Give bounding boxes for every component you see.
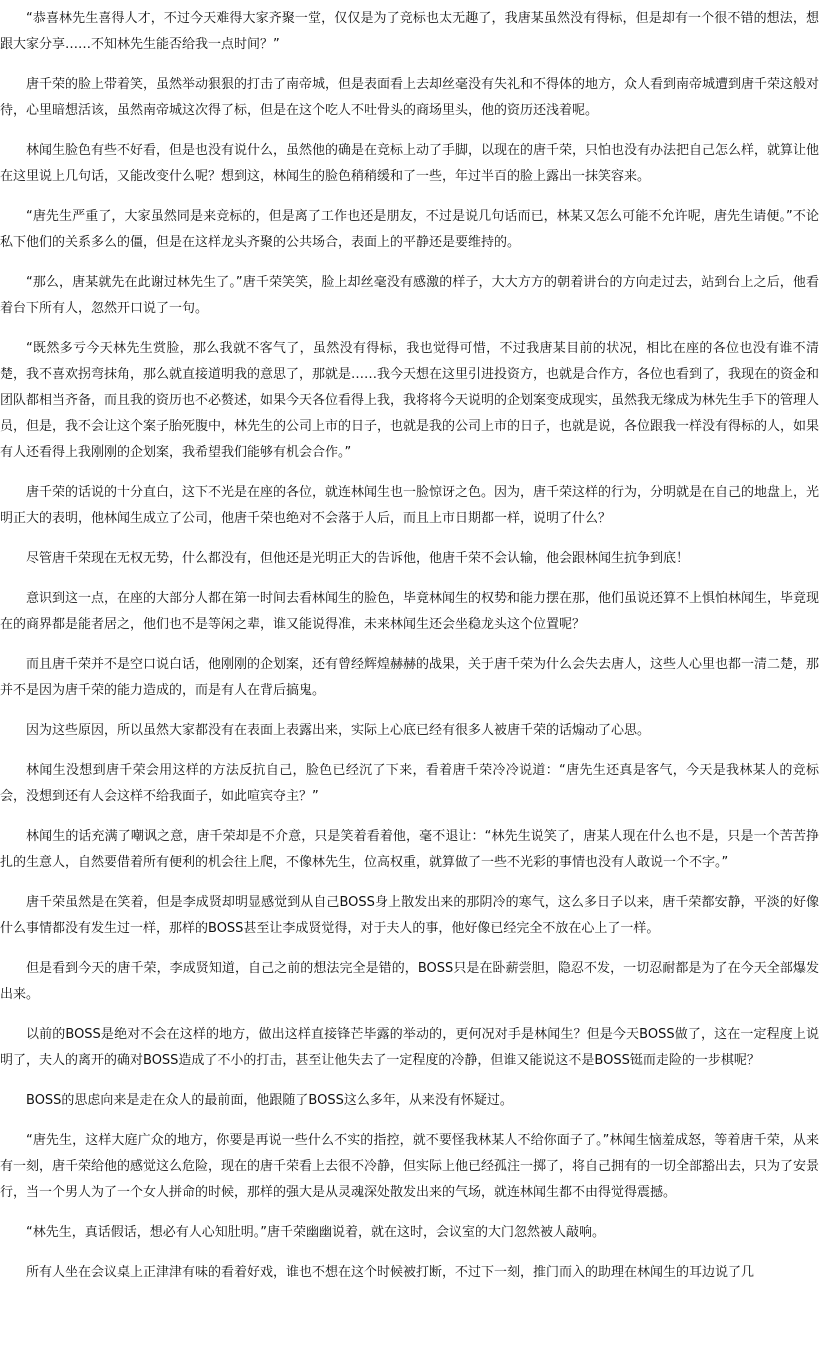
paragraph-9: 意识到这一点，在座的大部分人都在第一时间去看林闻生的脸色，毕竟林闻生的权势和能力摆在那，他们虽说还算不上惧怕林闻生，毕竟现在的商界都是能者居之，他们也不是等闲之辈，谁又能说得准，未来林闻生还会坐稳龙头这个位置呢？: [0, 591, 820, 632]
paragraph-4: “唐先生严重了，大家虽然同是来竞标的，但是离了工作也还是朋友，不过是说几句话而已，林某又怎么可能不允许呢，唐先生请便。”不论私下他们的关系多么的僵，但是在这样龙头齐聚的公共场合，表面上的平静还是要维持的。: [0, 209, 819, 250]
paragraph-20: 所有人坐在会议桌上正津津有味的看着好戏，谁也不想在这个时候被打断，不过下一刻，推门而入的助理在林闻生的耳边说了几: [26, 1265, 755, 1280]
paragraph-2: 唐千荣的脸上带着笑，虽然举动狠狠的打击了南帝城，但是表面看上去却丝毫没有失礼和不得体的地方，众人看到南帝城遭到唐千荣这般对待，心里暗想活该，虽然南帝城这次得了标，但是在这个吃人不吐骨头的商场里头，他的资历还浅着呢。: [0, 77, 820, 118]
paragraph-12: 林闻生没想到唐千荣会用这样的方法反抗自己，脸色已经沉了下来，看着唐千荣冷冷说道：“唐先生还真是客气，今天是我林某人的竞标会，没想到还有人会这样不给我面子，如此喧宾夺主？”: [0, 763, 819, 804]
paragraph-1: “恭喜林先生喜得人才，不过今天难得大家齐聚一堂，仅仅是为了竞标也太无趣了，我唐某虽然没有得标，但是却有一个很不错的想法，想跟大家分享……不知林先生能否给我一点时间？”: [0, 11, 819, 52]
paragraph-10: 而且唐千荣并不是空口说白话，他刚刚的企划案，还有曾经辉煌赫赫的战果，关于唐千荣为什么会失去唐人，这些人心里也都一清二楚，那并不是因为唐千荣的能力造成的，而是有人在背后搞鬼。: [0, 657, 820, 698]
paragraph-19: “林先生，真话假话，想必有人心知肚明。”唐千荣幽幽说着，就在这时，会议室的大门忽然被人敲响。: [26, 1225, 605, 1240]
paragraph-13: 林闻生的话充满了嘲讽之意，唐千荣却是不介意，只是笑着看着他，毫不退让：“林先生说笑了，唐某人现在什么也不是，只是一个苦苦挣扎的生意人，自然要借着所有便利的机会往上爬，不像林先生，位高权重，就算做了一些不光彩的事情也没有人敢说一个不字。”: [0, 829, 819, 870]
paragraph-8: 尽管唐千荣现在无权无势，什么都没有，但他还是光明正大的告诉他，他唐千荣不会认输，他会跟林闻生抗争到底！: [26, 551, 690, 566]
paragraph-15: 但是看到今天的唐千荣，李成贤知道，自己之前的想法完全是错的，BOSS只是在卧薪尝胆，隐忍不发，一切忍耐都是为了在今天全部爆发出来。: [0, 961, 819, 1002]
paragraph-6: “既然多亏今天林先生赏脸，那么我就不客气了，虽然没有得标，我也觉得可惜，不过我唐某目前的状况，相比在座的各位也没有谁不清楚，我不喜欢拐弯抹角，那么就直接道明我的意思了，那就是……我今天想在这里引进投资方，也就是合作方，各位也看到了，我现在的资金和团队都相当齐备，而且我的资历也不必赘述，如果今天各位看得上我，我将将今天说明的企划案变成现实，虽然我无缘成为林先生手下的管理人员，但是，我不会让这个案子胎死腹中，林先生的公司上市的日子，也就是我的公司上市的日子，也就是说，各位跟我一样没有得标的人，如果有人还看得上我刚刚的企划案，我希望我们能够有机会合作。”: [0, 341, 820, 460]
paragraph-11: 因为这些原因，所以虽然大家都没有在表面上表露出来，实际上心底已经有很多人被唐千荣的话煽动了心思。: [26, 723, 651, 738]
paragraph-16: 以前的BOSS是绝对不会在这样的地方，做出这样直接锋芒毕露的举动的，更何况对手是林闻生？但是今天BOSS做了，这在一定程度上说明了，夫人的离开的确对BOSS造成了不小的打击，甚至让他失去了一定程度的冷静，但谁又能说这不是BOSS铤而走险的一步棋呢？: [0, 1027, 819, 1068]
paragraph-5: “那么，唐某就先在此谢过林先生了。”唐千荣笑笑，脸上却丝毫没有感激的样子，大大方方的朝着讲台的方向走过去，站到台上之后，他看着台下所有人，忽然开口说了一句。: [0, 275, 819, 316]
paragraph-18: “唐先生，这样大庭广众的地方，你要是再说一些什么不实的指控，就不要怪我林某人不给你面子了。”林闻生恼羞成怒，等着唐千荣，从来有一刻，唐千荣给他的感觉这么危险，现在的唐千荣看上去很不冷静，但实际上他已经孤注一掷了，将自己拥有的一切全部豁出去，只为了安景行，当一个男人为了一个女人拼命的时候，那样的强大是从灵魂深处散发出来的气场，就连林闻生都不由得觉得震撼。: [0, 1133, 820, 1200]
paragraph-3: 林闻生脸色有些不好看，但是也没有说什么，虽然他的确是在竞标上动了手脚，以现在的唐千荣，只怕也没有办法把自己怎么样，就算让他在这里说上几句话，又能改变什么呢？想到这，林闻生的脸色稍稍缓和了一些，年过半百的脸上露出一抹笑容来。: [0, 143, 820, 184]
paragraph-17: BOSS的思虑向来是走在众人的最前面，他跟随了BOSS这么多年，从来没有怀疑过。: [26, 1093, 513, 1108]
paragraph-7: 唐千荣的话说的十分直白，这下不光是在座的各位，就连林闻生也一脸惊讶之色。因为，唐千荣这样的行为，分明就是在自己的地盘上，光明正大的表明，他林闻生成立了公司，他唐千荣也绝对不会落于人后，而且上市日期都一样，说明了什么？: [0, 485, 820, 526]
paragraph-14: 唐千荣虽然是在笑着，但是李成贤却明显感觉到从自己BOSS身上散发出来的那阴冷的寒气，这么多日子以来，唐千荣都安静，平淡的好像什么事情都没有发生过一样，那样的BOSS甚至让李成贤觉得，对于夫人的事，他好像已经完全不放在心上了一样。: [0, 895, 819, 936]
